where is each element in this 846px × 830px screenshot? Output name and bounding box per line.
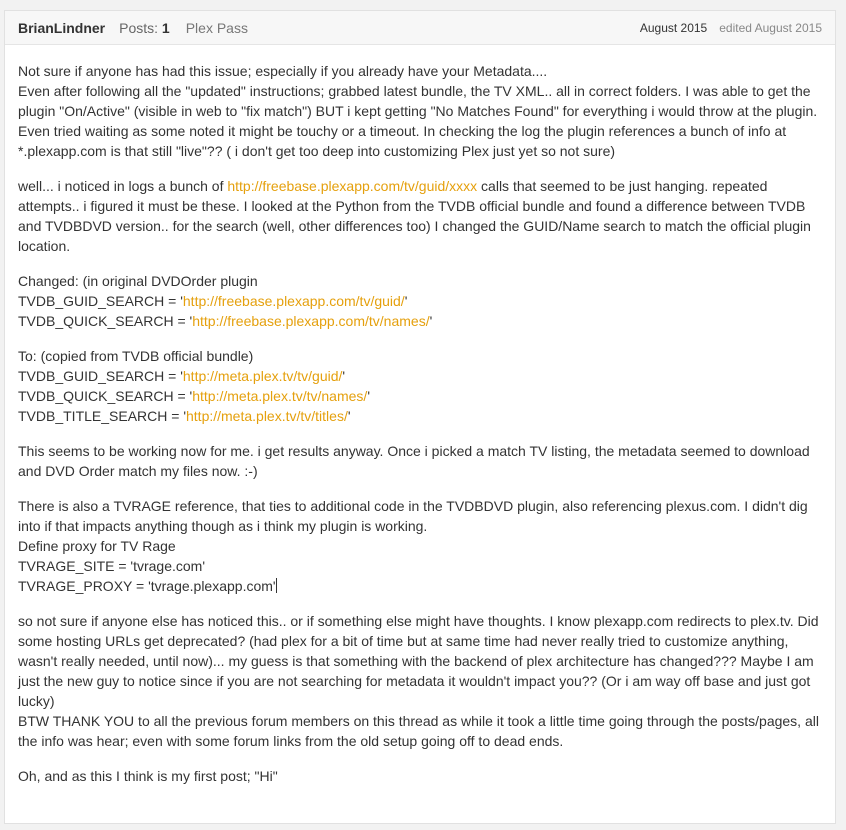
p3-l1-prefix: TVDB_GUID_SEARCH = ' [18,293,183,309]
forum-post [4,10,836,824]
paragraph-7 [18,611,822,751]
p4-title: To: (copied from TVDB official bundle) [18,348,254,364]
edited-date: edited August 2015 [719,20,822,35]
p6-line4: TVRAGE_PROXY = 'tvrage.plexapp.com' [18,578,276,594]
p6-line2: Define proxy for TV Rage [18,538,176,554]
p2-before: well... i noticed in logs a bunch of [18,178,228,194]
paragraph-1 [18,61,822,161]
paragraph-8: Oh, and as this I think is my first post; "Hi" [18,768,278,784]
p4-l1-suffix: ' [342,368,346,384]
meta-titles-link[interactable]: http://meta.plex.tv/tv/titles/ [186,408,348,424]
p7-line1: so not sure if anyone else has noticed this.. or if something else might have thoughts. I know plexapp.com redirects to plex.tv. Did some hosting URLs get deprecated? (had plex for a bit of time but at same time had never really tried to customize anything, wasn't really needed, until now)... my guess is that something with the backend of plex architecture has changed??? Maybe I am just the new guy to notice since if you are not searching for metadata it wouldn't impact you?? (Or i am way off base and just got lucky) [18,613,819,709]
p6-line1: There is also a TVRAGE reference, that ties to additional code in the TVDBDVD plugin, also referencing plexus.com. I didn't dig into if that impacts anything though as i think my plugin is working. [18,498,808,534]
freebase-guid-xxxx-link[interactable]: http://freebase.plexapp.com/tv/guid/xxxx [227,178,478,194]
meta-guid-link[interactable]: http://meta.plex.tv/tv/guid/ [182,368,343,384]
p2-after: calls that seemed to be just hanging. repeated attempts.. i figured it must be these. I looked at the Python from the TVDB official bundle and found a difference between TVDB and TVDBDVD version.. for the search (well, other differences too) I changed the GUID/Name search to match the official plugin location. [18,178,811,254]
paragraph-3 [18,271,822,331]
p1-line2: Even after following all the "updated" instructions; grabbed latest bundle, the TV XML.. all in correct folders. I was able to get the plugin "On/Active" (visible in web to "fix match") BUT i kept getting "No Matches Found" for everything i would throw at the plugin. Even tried waiting as some noted it might be touchy or a timeout. In checking the log the plugin references a bunch of info at *.plexapp.com is that still "live"?? ( i don't get too deep into customizing Plex just yet so not sure) [18,83,818,159]
p3-title: Changed: (in original DVDOrder plugin [18,273,258,289]
posts-count: 1 [161,19,170,36]
author-name-link[interactable]: BrianLindner [18,19,106,36]
post-count [119,20,170,36]
freebase-guid-link[interactable]: http://freebase.plexapp.com/tv/guid/ [182,293,405,309]
p1-line1: Not sure if anyone has had this issue; especially if you already have your Metadata.... [18,63,548,79]
p3-l2-suffix: ' [429,313,433,329]
paragraph-4 [18,346,822,426]
paragraph-5: This seems to be working now for me. i get results anyway. Once i picked a match TV listing, the metadata seemed to download and DVD Order match my files now. :-) [18,443,810,479]
text-cursor [276,578,277,593]
p3-l2-prefix: TVDB_QUICK_SEARCH = ' [18,313,193,329]
post-header [5,11,835,45]
post-date-link[interactable]: August 2015 [639,20,708,35]
post-body [5,45,835,786]
paragraph-2 [18,176,822,256]
meta-names-link[interactable]: http://meta.plex.tv/tv/names/ [192,388,368,404]
freebase-names-link[interactable]: http://freebase.plexapp.com/tv/names/ [192,313,430,329]
p7-line2: BTW THANK YOU to all the previous forum members on this thread as while it took a little time going through the posts/pages, all the info was hear; even with some forum links from the old setup going off to dead ends. [18,713,819,749]
paragraph-6 [18,496,822,596]
posts-label: Posts: [119,19,159,36]
p6-line3: TVRAGE_SITE = 'tvrage.com' [18,558,206,574]
p4-l3-prefix: TVDB_TITLE_SEARCH = ' [18,408,186,424]
p4-l2-suffix: ' [367,388,370,404]
p4-l2-prefix: TVDB_QUICK_SEARCH = ' [18,388,193,404]
user-role: Plex Pass [185,19,248,36]
p3-l1-suffix: ' [404,293,408,309]
p4-l1-prefix: TVDB_GUID_SEARCH = ' [18,368,183,384]
p4-l3-suffix: ' [347,408,351,424]
